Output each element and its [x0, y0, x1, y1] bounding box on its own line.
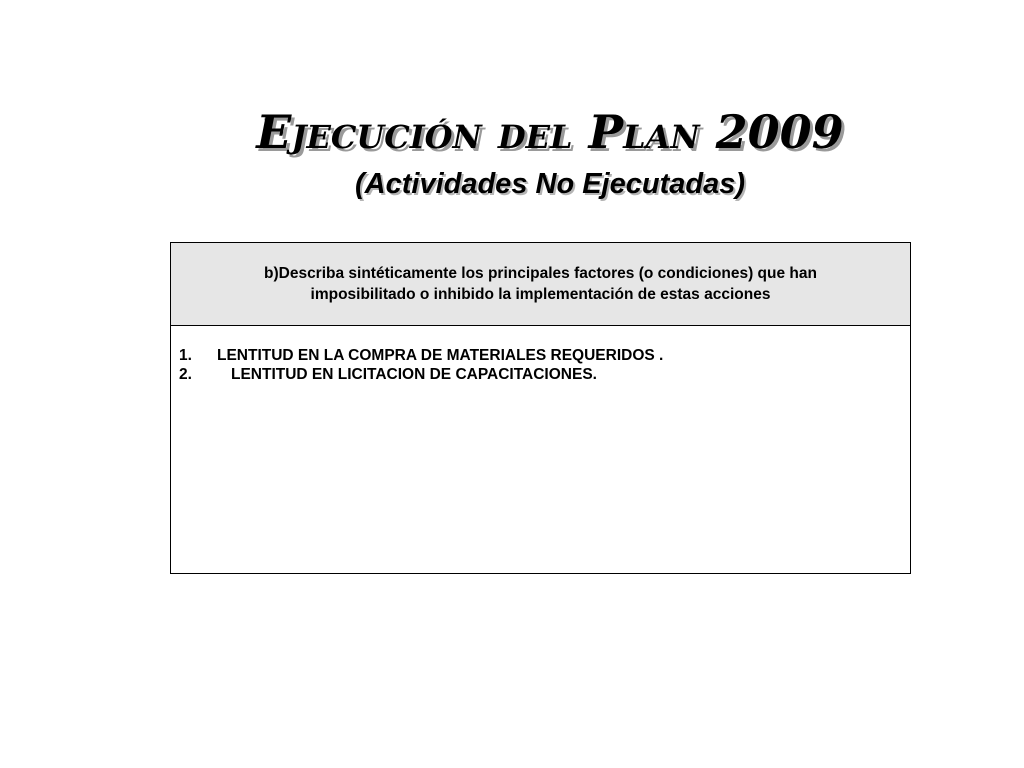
list-item-number: 1.: [179, 347, 192, 364]
slide-subtitle: (Actividades No Ejecutadas): [355, 168, 745, 200]
list-item-text: LENTITUD EN LA COMPRA DE MATERIALES REQUERIDOS .: [217, 347, 664, 364]
factors-table: [170, 242, 911, 574]
list-item: [171, 346, 910, 365]
header-line-2: imposibilitado o inhibido la implementación de estas acciones: [310, 286, 771, 303]
list-item-text: LENTITUD EN LICITACION DE CAPACITACIONES.: [231, 366, 597, 383]
list-item: [171, 365, 910, 384]
factors-table-header: [171, 243, 910, 326]
factors-list: [171, 326, 910, 384]
slide-title: Ejecución del Plan 2009: [256, 105, 844, 159]
header-line-1: b)Describa sintéticamente los principales factores (o condiciones) que han: [264, 265, 817, 282]
list-item-number: 2.: [179, 366, 192, 383]
